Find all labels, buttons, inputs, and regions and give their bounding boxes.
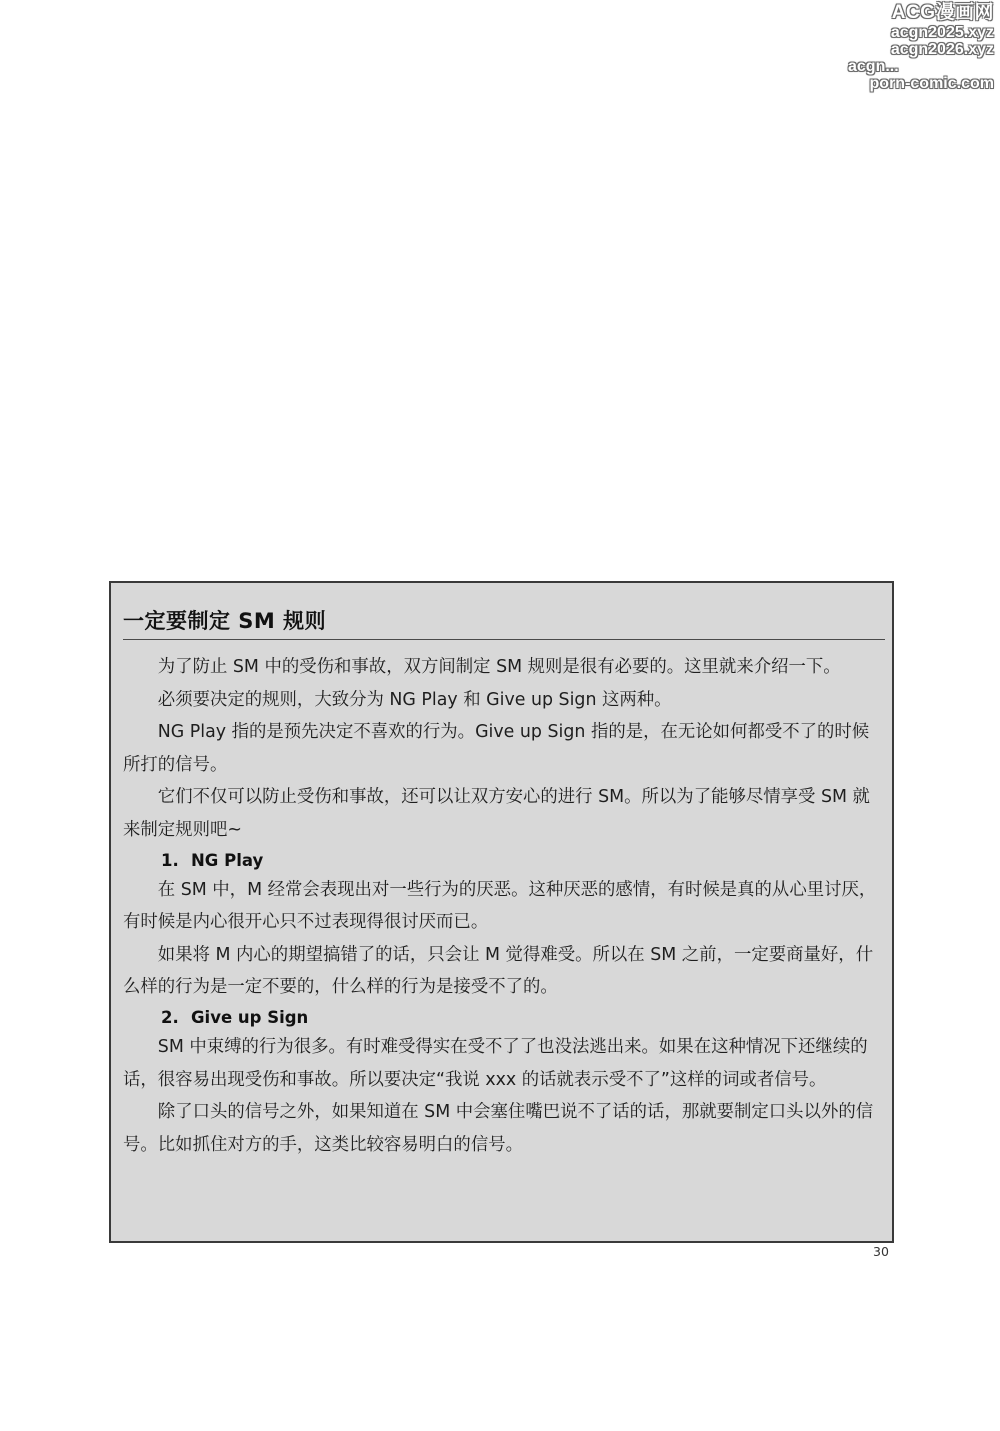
subsection-number: 1. (161, 850, 179, 870)
section-title: 一定要制定 SM 规则 (123, 609, 327, 633)
paragraph: 为了防止 SM 中的受伤和事故，双方间制定 SM 规则是很有必要的。这里就来介绍一下。 (157, 657, 841, 677)
paragraph: SM 中束缚的行为很多。有时难受得实在受不了了也没法逃出来。如果在这种情况下还继续的话，很容易出现受伤和事故。所以要决定“我说 xxx 的话就表示受不了”这样的词或者信号。 (123, 1036, 868, 1090)
title-divider (123, 639, 885, 640)
paragraph: NG Play 指的是预先决定不喜欢的行为。Give up Sign 指的是，在无论如何都受不了的时候所打的信号。 (123, 722, 870, 775)
watermark-line: acgn... (848, 58, 899, 75)
watermark-title: ACG漫画网 (891, 2, 994, 23)
paragraph: 如果将 M 内心的期望搞错了的话，只会让 M 觉得难受。所以在 SM 之前，一定要商量好，什么样的行为是一定不要的，什么样的行为是接受不了的。 (123, 944, 874, 998)
paragraph: 它们不仅可以防止受伤和事故，还可以让双方安心的进行 SM。所以为了能够尽情享受 SM 就来制定规则吧~ (123, 787, 870, 840)
paragraph: 必须要决定的规则，大致分为 NG Play 和 Give up Sign 这两种。 (157, 689, 672, 710)
watermark-line: acgn2026.xyz (890, 41, 994, 58)
subsection-heading-give-up-sign (123, 1004, 885, 1031)
site-watermark (844, 2, 994, 92)
subsection-heading-text: Give up Sign (191, 1007, 309, 1027)
subsection-heading-text: NG Play (191, 850, 264, 870)
subsection-number: 2. (161, 1007, 179, 1027)
paragraph: 在 SM 中，M 经常会表现出对一些行为的厌恶。这种厌恶的感情，有时候是真的从心里讨厌，有时候是内心很开心只不过表现得很讨厌而已。 (123, 879, 877, 933)
paragraph: 除了口头的信号之外，如果知道在 SM 中会塞住嘴巴说不了话的话，那就要制定口头以外的信号。比如抓住对方的手，这类比较容易明白的信号。 (123, 1102, 874, 1155)
rules-box (109, 581, 894, 1243)
section-content (123, 651, 885, 1161)
watermark-line: acgn2025.xyz (890, 24, 994, 41)
watermark-line: porn-comic.com (869, 75, 994, 92)
subsection-heading-ng-play (123, 847, 885, 874)
page-number: 30 (873, 1244, 889, 1259)
